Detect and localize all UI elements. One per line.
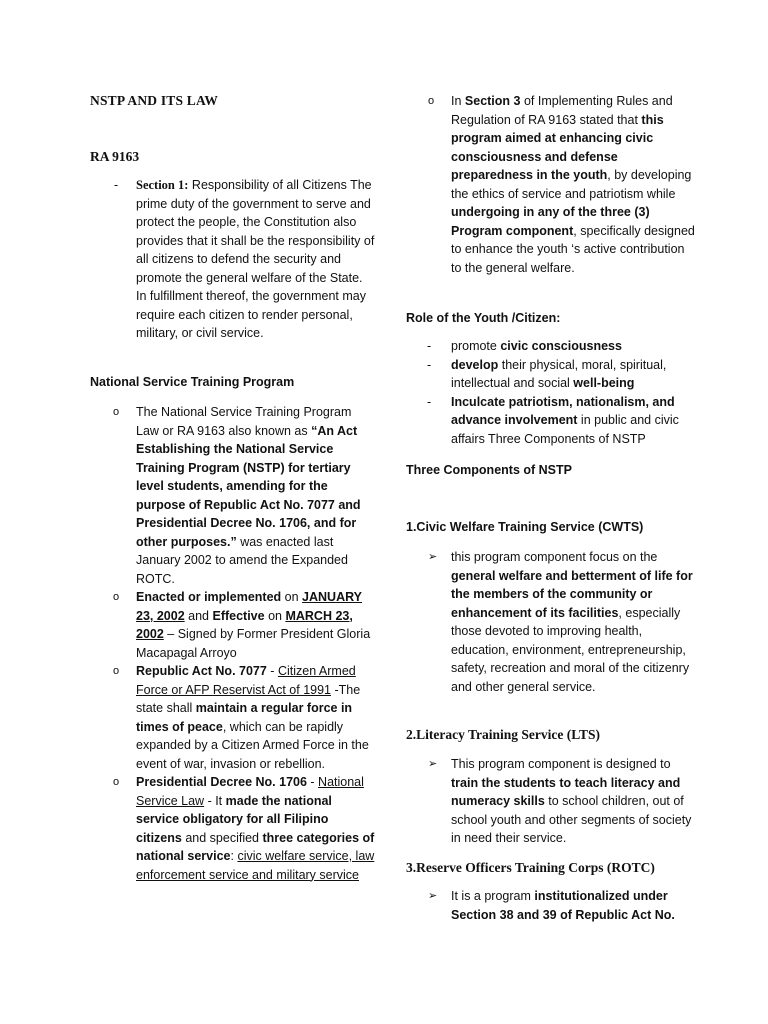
cwts-heading: 1.Civic Welfare Training Service (CWTS)	[406, 520, 644, 534]
circle-bullet: o	[428, 95, 435, 107]
rotc-item: ➢ It is a program institutionalized under Section 38 and 39 of Republic Act No.	[428, 889, 675, 922]
dash-bullet: -	[427, 339, 432, 353]
section-1-text	[136, 176, 375, 343]
arrow-bullet-icon: ➢	[428, 758, 438, 770]
document-title: NSTP AND ITS LAW	[90, 93, 219, 108]
list-item: - Inculcate patriotism, nationalism, and advance involvement in public and civic affairs Three Components of NSTP	[427, 394, 679, 446]
list-item: o The National Service Training Program Law or RA 9163 also known as “An Act Establishing the National Service Training Program (NSTP) for tertiary level students, amending for the purpose of Republic Act No. 7077 and Presidential Decree No. 1706, and for other purposes.” was enacted last January 2002 to amend the Expanded ROTC.	[113, 405, 361, 586]
role-heading: Role of the Youth /Citizen:	[406, 311, 561, 325]
nstp-list	[90, 403, 375, 884]
rotc-heading: 3.Reserve Officers Training Corps (ROTC)	[406, 860, 655, 875]
circle-bullet: o	[113, 406, 120, 418]
list-item: o Presidential Decree No. 1706 - National Service Law - It made the national service obligatory for all Filipino citizens and specified three categories of national service: civic welfare service, law enforcement service and military service	[113, 775, 375, 882]
circle-bullet: o	[113, 591, 120, 603]
lts-item: ➢ This program component is designed to train the students to teach literacy and numeracy skills to school children, out of school youth and other segments of society in need their service.	[428, 757, 692, 845]
section-1-item	[90, 176, 375, 343]
role-list	[406, 337, 696, 448]
list-item: - promote civic consciousness	[406, 337, 696, 356]
section-1-label: Section 1:	[136, 178, 189, 192]
dash-bullet: -	[427, 394, 432, 409]
arrow-bullet-icon: ➢	[428, 551, 438, 563]
ra-heading: RA 9163	[90, 149, 140, 164]
section-3-item: o In Section 3 of Implementing Rules and Regulation of RA 9163 stated that this program aimed at enhancing civic consciousness and defense preparedness in the youth, by developing the ethics of service and patriotism while undergoing in any of the three (3) Program component, specifically designed to enhance the youth ‘s active contribution to the general welfare.	[428, 94, 695, 275]
list-item: o Enacted or implemented on JANUARY 23, 2002 and Effective on MARCH 23, 2002 – Signed by Former President Gloria Macapagal Arroyo	[113, 590, 371, 660]
arrow-bullet-icon: ➢	[428, 890, 438, 902]
list-item: o Republic Act No. 7077 - Citizen Armed Force or AFP Reservist Act of 1991 -The state shall maintain a regular force in times of peace, which can be rapidly expanded by a Citizen Armed Force in the event of war, invasion or rebellion.	[113, 664, 369, 771]
dash-bullet: -	[114, 178, 119, 192]
nstp-heading: National Service Training Program	[90, 375, 295, 389]
section-1-body: Responsibility of all Citizens The prime duty of the government to serve and protect the people, the Constitution also provides that it shall be the responsibility of all citizens to defend the security and promote the general welfare of the State. In fulfillment thereof, the government may require each citizen to render personal, military, or civil service.	[136, 178, 375, 340]
dash-bullet: -	[427, 357, 432, 372]
lts-heading: 2.Literacy Training Service (LTS)	[406, 727, 600, 742]
three-components-heading: Three Components of NSTP	[406, 463, 572, 477]
circle-bullet: o	[113, 776, 120, 788]
circle-bullet: o	[113, 665, 120, 677]
cwts-item: ➢ this program component focus on the general welfare and betterment of life for the members of the community or enhancement of its facilities, especially those devoted to improving health, education, environment, entrepreneurship, safety, recreation and moral of the citizenry and other general service.	[428, 550, 693, 694]
list-item: - develop their physical, moral, spiritual, intellectual and social well-being	[427, 357, 667, 390]
